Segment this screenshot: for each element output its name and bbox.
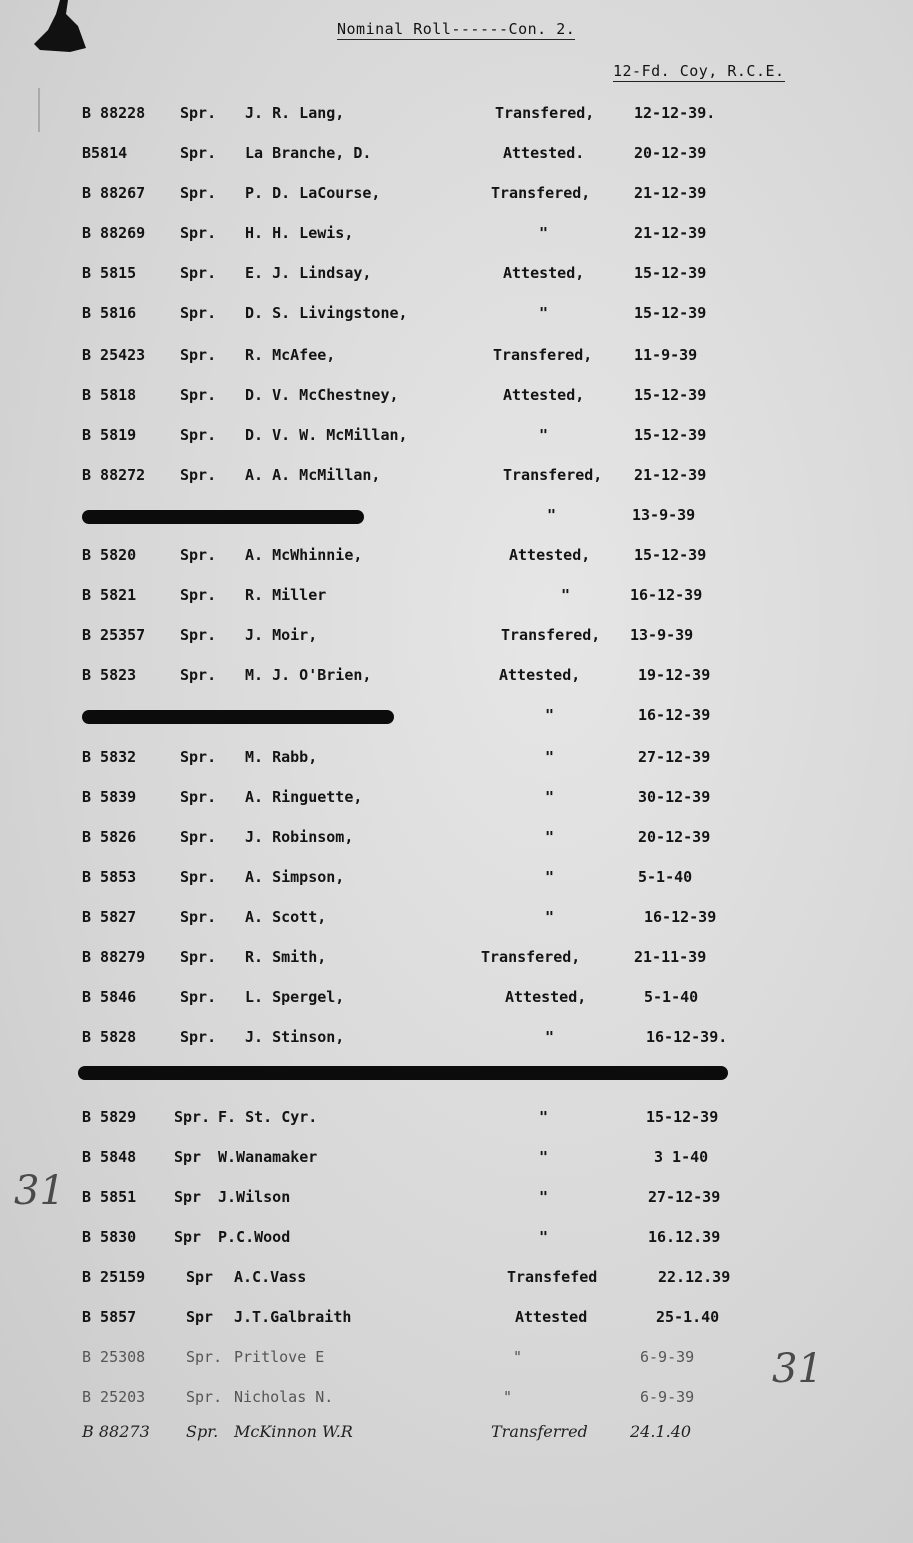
enlistment-status: " bbox=[545, 748, 555, 766]
rank: Spr. bbox=[180, 748, 217, 766]
service-number: B 25423 bbox=[82, 346, 146, 364]
service-number: B 25308 bbox=[82, 1348, 146, 1366]
entry-date: 15-12-39 bbox=[634, 386, 707, 404]
rank: Spr. bbox=[186, 1348, 223, 1366]
soldier-name: E. J. Lindsay, bbox=[245, 264, 372, 282]
table-row bbox=[0, 626, 913, 656]
table-row bbox=[0, 1028, 913, 1058]
rank: Spr. bbox=[180, 666, 217, 684]
service-number: B 5821 bbox=[82, 586, 137, 604]
soldier-name: J. R. Lang, bbox=[245, 104, 345, 122]
entry-date: 27-12-39 bbox=[648, 1188, 721, 1206]
enlistment-status: Attested bbox=[515, 1308, 588, 1326]
soldier-name: W.Wanamaker bbox=[218, 1148, 318, 1166]
soldier-name: A. A. McMillan, bbox=[245, 466, 381, 484]
service-number: B 5851 bbox=[82, 1188, 137, 1206]
soldier-name: A.C.Vass bbox=[234, 1268, 307, 1286]
entry-date: 15-12-39 bbox=[634, 426, 707, 444]
soldier-name: McKinnon W.R bbox=[234, 1422, 353, 1441]
entry-date: 30-12-39 bbox=[638, 788, 711, 806]
service-number: B 88272 bbox=[82, 466, 146, 484]
rank: Spr. bbox=[186, 1422, 219, 1441]
enlistment-status: " bbox=[545, 1028, 555, 1046]
enlistment-status: Transfered, bbox=[493, 346, 593, 364]
service-number: B 5829 bbox=[82, 1108, 137, 1126]
service-number: B 5828 bbox=[82, 1028, 137, 1046]
table-row bbox=[0, 586, 913, 616]
table-row bbox=[0, 1108, 913, 1138]
rank: Spr bbox=[186, 1308, 214, 1326]
enlistment-status: " bbox=[545, 868, 555, 886]
enlistment-status: Transfefed bbox=[507, 1268, 598, 1286]
enlistment-status: Attested, bbox=[499, 666, 581, 684]
entry-date: 24.1.40 bbox=[630, 1422, 692, 1441]
enlistment-status: " bbox=[539, 224, 549, 242]
service-number: B 25203 bbox=[82, 1388, 146, 1406]
service-number: B 5816 bbox=[82, 304, 137, 322]
table-row bbox=[0, 104, 913, 134]
soldier-name: J.Wilson bbox=[218, 1188, 291, 1206]
rank: Spr bbox=[174, 1188, 202, 1206]
redaction-stroke bbox=[82, 710, 394, 724]
service-number: B 5815 bbox=[82, 264, 137, 282]
enlistment-status: " bbox=[539, 1188, 549, 1206]
rank: Spr bbox=[174, 1228, 202, 1246]
entry-date: 6-9-39 bbox=[640, 1348, 695, 1366]
rank: Spr. bbox=[180, 788, 217, 806]
enlistment-status: " bbox=[545, 706, 555, 724]
table-row bbox=[0, 828, 913, 858]
entry-date: 21-12-39 bbox=[634, 184, 707, 202]
soldier-name: J.T.Galbraith bbox=[234, 1308, 352, 1326]
table-row bbox=[0, 346, 913, 376]
page-title: Nominal Roll------Con. 2. bbox=[337, 20, 576, 38]
table-row bbox=[0, 666, 913, 696]
corner-ink-blot bbox=[30, 0, 88, 56]
table-row bbox=[0, 788, 913, 818]
entry-date: 6-9-39 bbox=[640, 1388, 695, 1406]
unit-heading: 12-Fd. Coy, R.C.E. bbox=[613, 62, 785, 80]
entry-date: 3 1-40 bbox=[654, 1148, 709, 1166]
enlistment-status: " bbox=[545, 828, 555, 846]
entry-date: 16-12-39 bbox=[630, 586, 703, 604]
service-number: B 5818 bbox=[82, 386, 137, 404]
table-row bbox=[0, 988, 913, 1018]
rank: Spr bbox=[186, 1268, 214, 1286]
service-number: B 5830 bbox=[82, 1228, 137, 1246]
soldier-name: Pritlove E bbox=[234, 1348, 325, 1366]
rank: Spr. bbox=[180, 868, 217, 886]
service-number: B 5827 bbox=[82, 908, 137, 926]
entry-date: 16-12-39 bbox=[644, 908, 717, 926]
enlistment-status: " bbox=[561, 586, 571, 604]
table-row bbox=[0, 184, 913, 214]
entry-date: 21-11-39 bbox=[634, 948, 707, 966]
service-number: B 5832 bbox=[82, 748, 137, 766]
entry-date: 15-12-39 bbox=[646, 1108, 719, 1126]
entry-date: 5-1-40 bbox=[644, 988, 699, 1006]
entry-date: 21-12-39 bbox=[634, 466, 707, 484]
enlistment-status: Attested, bbox=[505, 988, 587, 1006]
service-number: B 5846 bbox=[82, 988, 137, 1006]
rank: Spr. bbox=[186, 1388, 223, 1406]
table-row bbox=[0, 304, 913, 334]
soldier-name: P. D. LaCourse, bbox=[245, 184, 381, 202]
table-row bbox=[0, 1268, 913, 1298]
table-row bbox=[0, 1188, 913, 1218]
margin-note-left: 31 bbox=[14, 1168, 65, 1214]
service-number: B 5853 bbox=[82, 868, 137, 886]
redaction-stroke bbox=[78, 1066, 728, 1080]
entry-date: 13-9-39 bbox=[630, 626, 694, 644]
margin-note-right: 31 bbox=[772, 1346, 823, 1392]
entry-date: 25-1.40 bbox=[656, 1308, 720, 1326]
entry-date: 22.12.39 bbox=[658, 1268, 731, 1286]
soldier-name: F. St. Cyr. bbox=[218, 1108, 318, 1126]
enlistment-status: " bbox=[503, 1388, 513, 1406]
table-row bbox=[0, 386, 913, 416]
service-number: B 25159 bbox=[82, 1268, 146, 1286]
soldier-name: J. Stinson, bbox=[245, 1028, 345, 1046]
soldier-name: La Branche, D. bbox=[245, 144, 372, 162]
entry-date: 15-12-39 bbox=[634, 264, 707, 282]
rank: Spr. bbox=[180, 546, 217, 564]
entry-date: 19-12-39 bbox=[638, 666, 711, 684]
redaction-stroke bbox=[82, 510, 364, 524]
enlistment-status: Transfered, bbox=[503, 466, 603, 484]
rank: Spr. bbox=[180, 988, 217, 1006]
entry-date: 20-12-39 bbox=[634, 144, 707, 162]
rank: Spr bbox=[174, 1148, 202, 1166]
enlistment-status: " bbox=[539, 1108, 549, 1126]
service-number: B 25357 bbox=[82, 626, 146, 644]
service-number: B 88279 bbox=[82, 948, 146, 966]
rank: Spr. bbox=[180, 264, 217, 282]
soldier-name: L. Spergel, bbox=[245, 988, 345, 1006]
rank: Spr. bbox=[180, 346, 217, 364]
entry-date: 13-9-39 bbox=[632, 506, 696, 524]
rank: Spr. bbox=[180, 1028, 217, 1046]
rank: Spr. bbox=[180, 386, 217, 404]
table-row bbox=[0, 1148, 913, 1178]
rank: Spr. bbox=[180, 466, 217, 484]
soldier-name: R. Miller bbox=[245, 586, 327, 604]
service-number: B5814 bbox=[82, 144, 128, 162]
soldier-name: R. Smith, bbox=[245, 948, 327, 966]
service-number: B 5848 bbox=[82, 1148, 137, 1166]
rank: Spr. bbox=[174, 1108, 211, 1126]
enlistment-status: " bbox=[539, 1148, 549, 1166]
enlistment-status: Transfered, bbox=[481, 948, 581, 966]
service-number: B 88273 bbox=[82, 1422, 150, 1441]
table-row bbox=[0, 868, 913, 898]
table-row bbox=[0, 1308, 913, 1338]
table-row bbox=[0, 1228, 913, 1258]
table-row bbox=[0, 1388, 913, 1418]
entry-date: 21-12-39 bbox=[634, 224, 707, 242]
enlistment-status: " bbox=[539, 426, 549, 444]
rank: Spr. bbox=[180, 104, 217, 122]
service-number: B 5857 bbox=[82, 1308, 137, 1326]
table-row bbox=[0, 1422, 913, 1452]
entry-date: 5-1-40 bbox=[638, 868, 693, 886]
soldier-name: P.C.Wood bbox=[218, 1228, 291, 1246]
enlistment-status: Attested, bbox=[503, 264, 585, 282]
rank: Spr. bbox=[180, 426, 217, 444]
table-row bbox=[0, 264, 913, 294]
rank: Spr. bbox=[180, 586, 217, 604]
rank: Spr. bbox=[180, 144, 217, 162]
enlistment-status: " bbox=[513, 1348, 523, 1366]
service-number: B 88269 bbox=[82, 224, 146, 242]
table-row bbox=[0, 426, 913, 456]
soldier-name: A. McWhinnie, bbox=[245, 546, 363, 564]
service-number: B 5823 bbox=[82, 666, 137, 684]
soldier-name: J. Robinsom, bbox=[245, 828, 354, 846]
service-number: B 88267 bbox=[82, 184, 146, 202]
soldier-name: A. Ringuette, bbox=[245, 788, 363, 806]
soldier-name: J. Moir, bbox=[245, 626, 318, 644]
soldier-name: D. V. McChestney, bbox=[245, 386, 399, 404]
rank: Spr. bbox=[180, 304, 217, 322]
rank: Spr. bbox=[180, 908, 217, 926]
enlistment-status: Transfered, bbox=[495, 104, 595, 122]
entry-date: 16-12-39. bbox=[646, 1028, 728, 1046]
soldier-name: H. H. Lewis, bbox=[245, 224, 354, 242]
enlistment-status: Attested, bbox=[509, 546, 591, 564]
entry-date: 20-12-39 bbox=[638, 828, 711, 846]
entry-date: 11-9-39 bbox=[634, 346, 698, 364]
table-row bbox=[0, 144, 913, 174]
enlistment-status: Transfered, bbox=[501, 626, 601, 644]
entry-date: 15-12-39 bbox=[634, 546, 707, 564]
service-number: B 5826 bbox=[82, 828, 137, 846]
soldier-name: A. Simpson, bbox=[245, 868, 345, 886]
service-number: B 5839 bbox=[82, 788, 137, 806]
enlistment-status: Transfered, bbox=[491, 184, 591, 202]
soldier-name: M. Rabb, bbox=[245, 748, 318, 766]
service-number: B 5820 bbox=[82, 546, 137, 564]
rank: Spr. bbox=[180, 828, 217, 846]
soldier-name: M. J. O'Brien, bbox=[245, 666, 372, 684]
rank: Spr. bbox=[180, 184, 217, 202]
service-number: B 5819 bbox=[82, 426, 137, 444]
service-number: B 88228 bbox=[82, 104, 146, 122]
soldier-name: R. McAfee, bbox=[245, 346, 336, 364]
rank: Spr. bbox=[180, 948, 217, 966]
enlistment-status: Attested, bbox=[503, 386, 585, 404]
soldier-name: D. S. Livingstone, bbox=[245, 304, 408, 322]
table-row bbox=[0, 224, 913, 254]
rank: Spr. bbox=[180, 224, 217, 242]
table-row bbox=[0, 546, 913, 576]
entry-date: 16-12-39 bbox=[638, 706, 711, 724]
soldier-name: Nicholas N. bbox=[234, 1388, 334, 1406]
table-row bbox=[0, 908, 913, 938]
table-row bbox=[0, 948, 913, 978]
table-row bbox=[0, 466, 913, 496]
entry-date: 16.12.39 bbox=[648, 1228, 721, 1246]
enlistment-status: Attested. bbox=[503, 144, 585, 162]
table-row bbox=[0, 748, 913, 778]
enlistment-status: " bbox=[545, 788, 555, 806]
enlistment-status: Transferred bbox=[491, 1422, 588, 1441]
entry-date: 15-12-39 bbox=[634, 304, 707, 322]
entry-date: 27-12-39 bbox=[638, 748, 711, 766]
enlistment-status: " bbox=[547, 506, 557, 524]
rank: Spr. bbox=[180, 626, 217, 644]
soldier-name: D. V. W. McMillan, bbox=[245, 426, 408, 444]
soldier-name: A. Scott, bbox=[245, 908, 327, 926]
entry-date: 12-12-39. bbox=[634, 104, 716, 122]
enlistment-status: " bbox=[545, 908, 555, 926]
enlistment-status: " bbox=[539, 1228, 549, 1246]
enlistment-status: " bbox=[539, 304, 549, 322]
